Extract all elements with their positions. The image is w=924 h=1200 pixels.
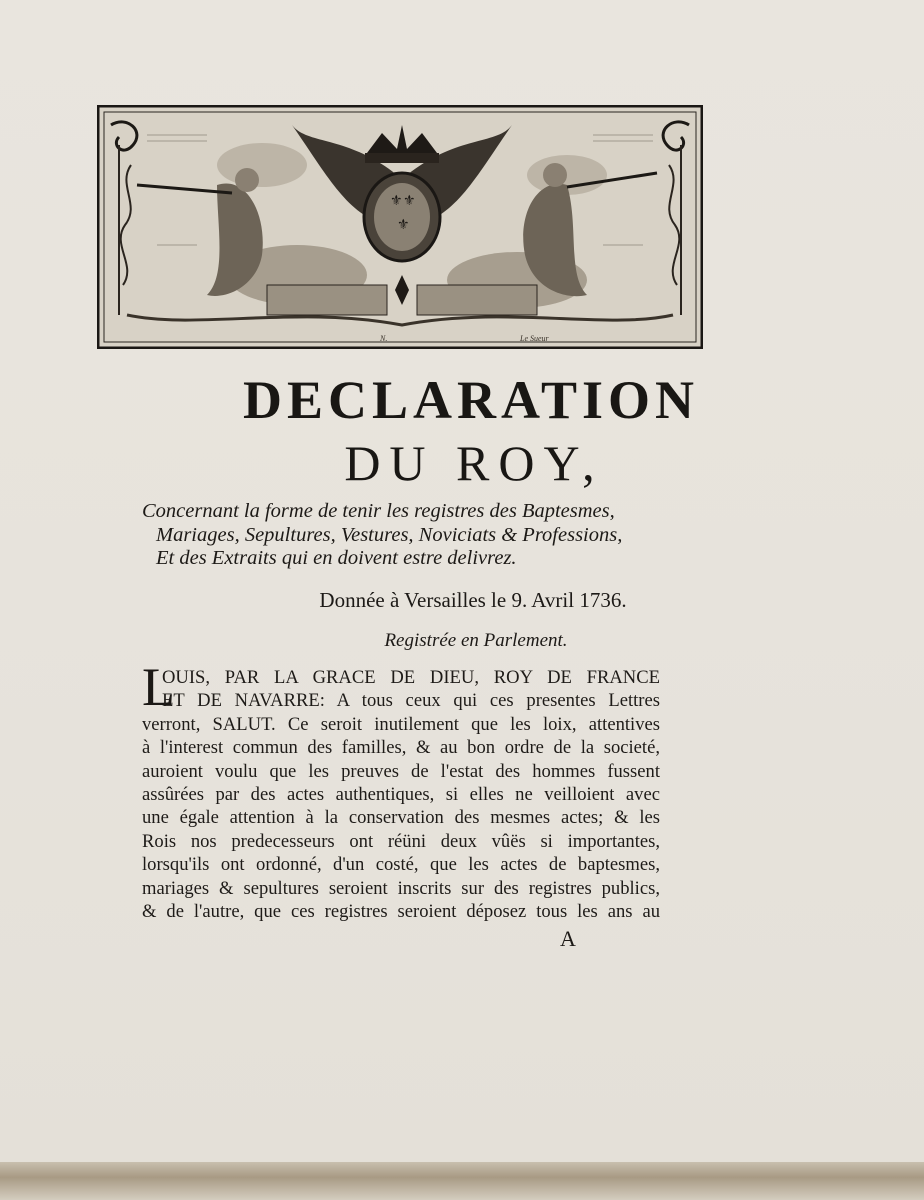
subject-block [140,500,670,571]
subject-line: Concernant la forme de tenir les registres des Baptesmes, [142,500,615,522]
catchword: A [560,926,576,951]
given-date: Donnée à Versailles le 9. Avril 1736. [319,588,627,612]
body-line: Rois nos predecesseurs ont réüni deux vûës si importantes, [142,830,660,852]
paper-edge [0,1162,924,1200]
royal-vignette [97,105,703,349]
body-line: une égale attention à la conservation des mesmes actes; & les [142,807,660,829]
subject-line: Mariages, Sepultures, Vestures, Noviciats & Professions, [156,523,623,546]
subject-line: Et des Extraits qui en doivent estre delivrez. [156,547,517,569]
svg-text:⚜: ⚜ [390,193,403,209]
svg-text:⚜: ⚜ [403,193,416,209]
body-line: & de l'autre, que ces registres seroient déposez tous les ans au [142,901,660,923]
body-line: à l'interest commun des familles, & au bon ordre de la societé, [142,737,660,759]
body-line: lorsqu'ils ont ordonné, d'un costé, que les actes de baptesmes, [142,854,660,876]
body-line: ET DE NAVARRE: A tous ceux qui ces presentes Lettres [162,690,660,712]
body-line: auroient voulu que les preuves de l'estat des hommes fussent [142,760,660,782]
document-title: DECLARATION [242,370,700,430]
body-line: assûrées par des actes authentiques, si elles ne veilloient avec [142,784,660,806]
document-subtitle: DU ROY, [344,435,604,491]
body-text [142,666,660,923]
engraver-name: Le Sueur [520,334,549,343]
body-line: mariages & sepultures seroient inscrits sur des registres publics, [142,877,660,899]
engraver-initial: N. [380,334,388,343]
svg-text:⚜: ⚜ [397,217,410,233]
registration-note: Registrée en Parlement. [384,630,568,651]
drop-cap: L [142,657,175,717]
body-line: OUIS, PAR LA GRACE DE DIEU, ROY DE FRANCE [162,667,660,688]
body-line: verront, SALUT. Ce seroit inutilement que les loix, attentives [142,713,660,735]
